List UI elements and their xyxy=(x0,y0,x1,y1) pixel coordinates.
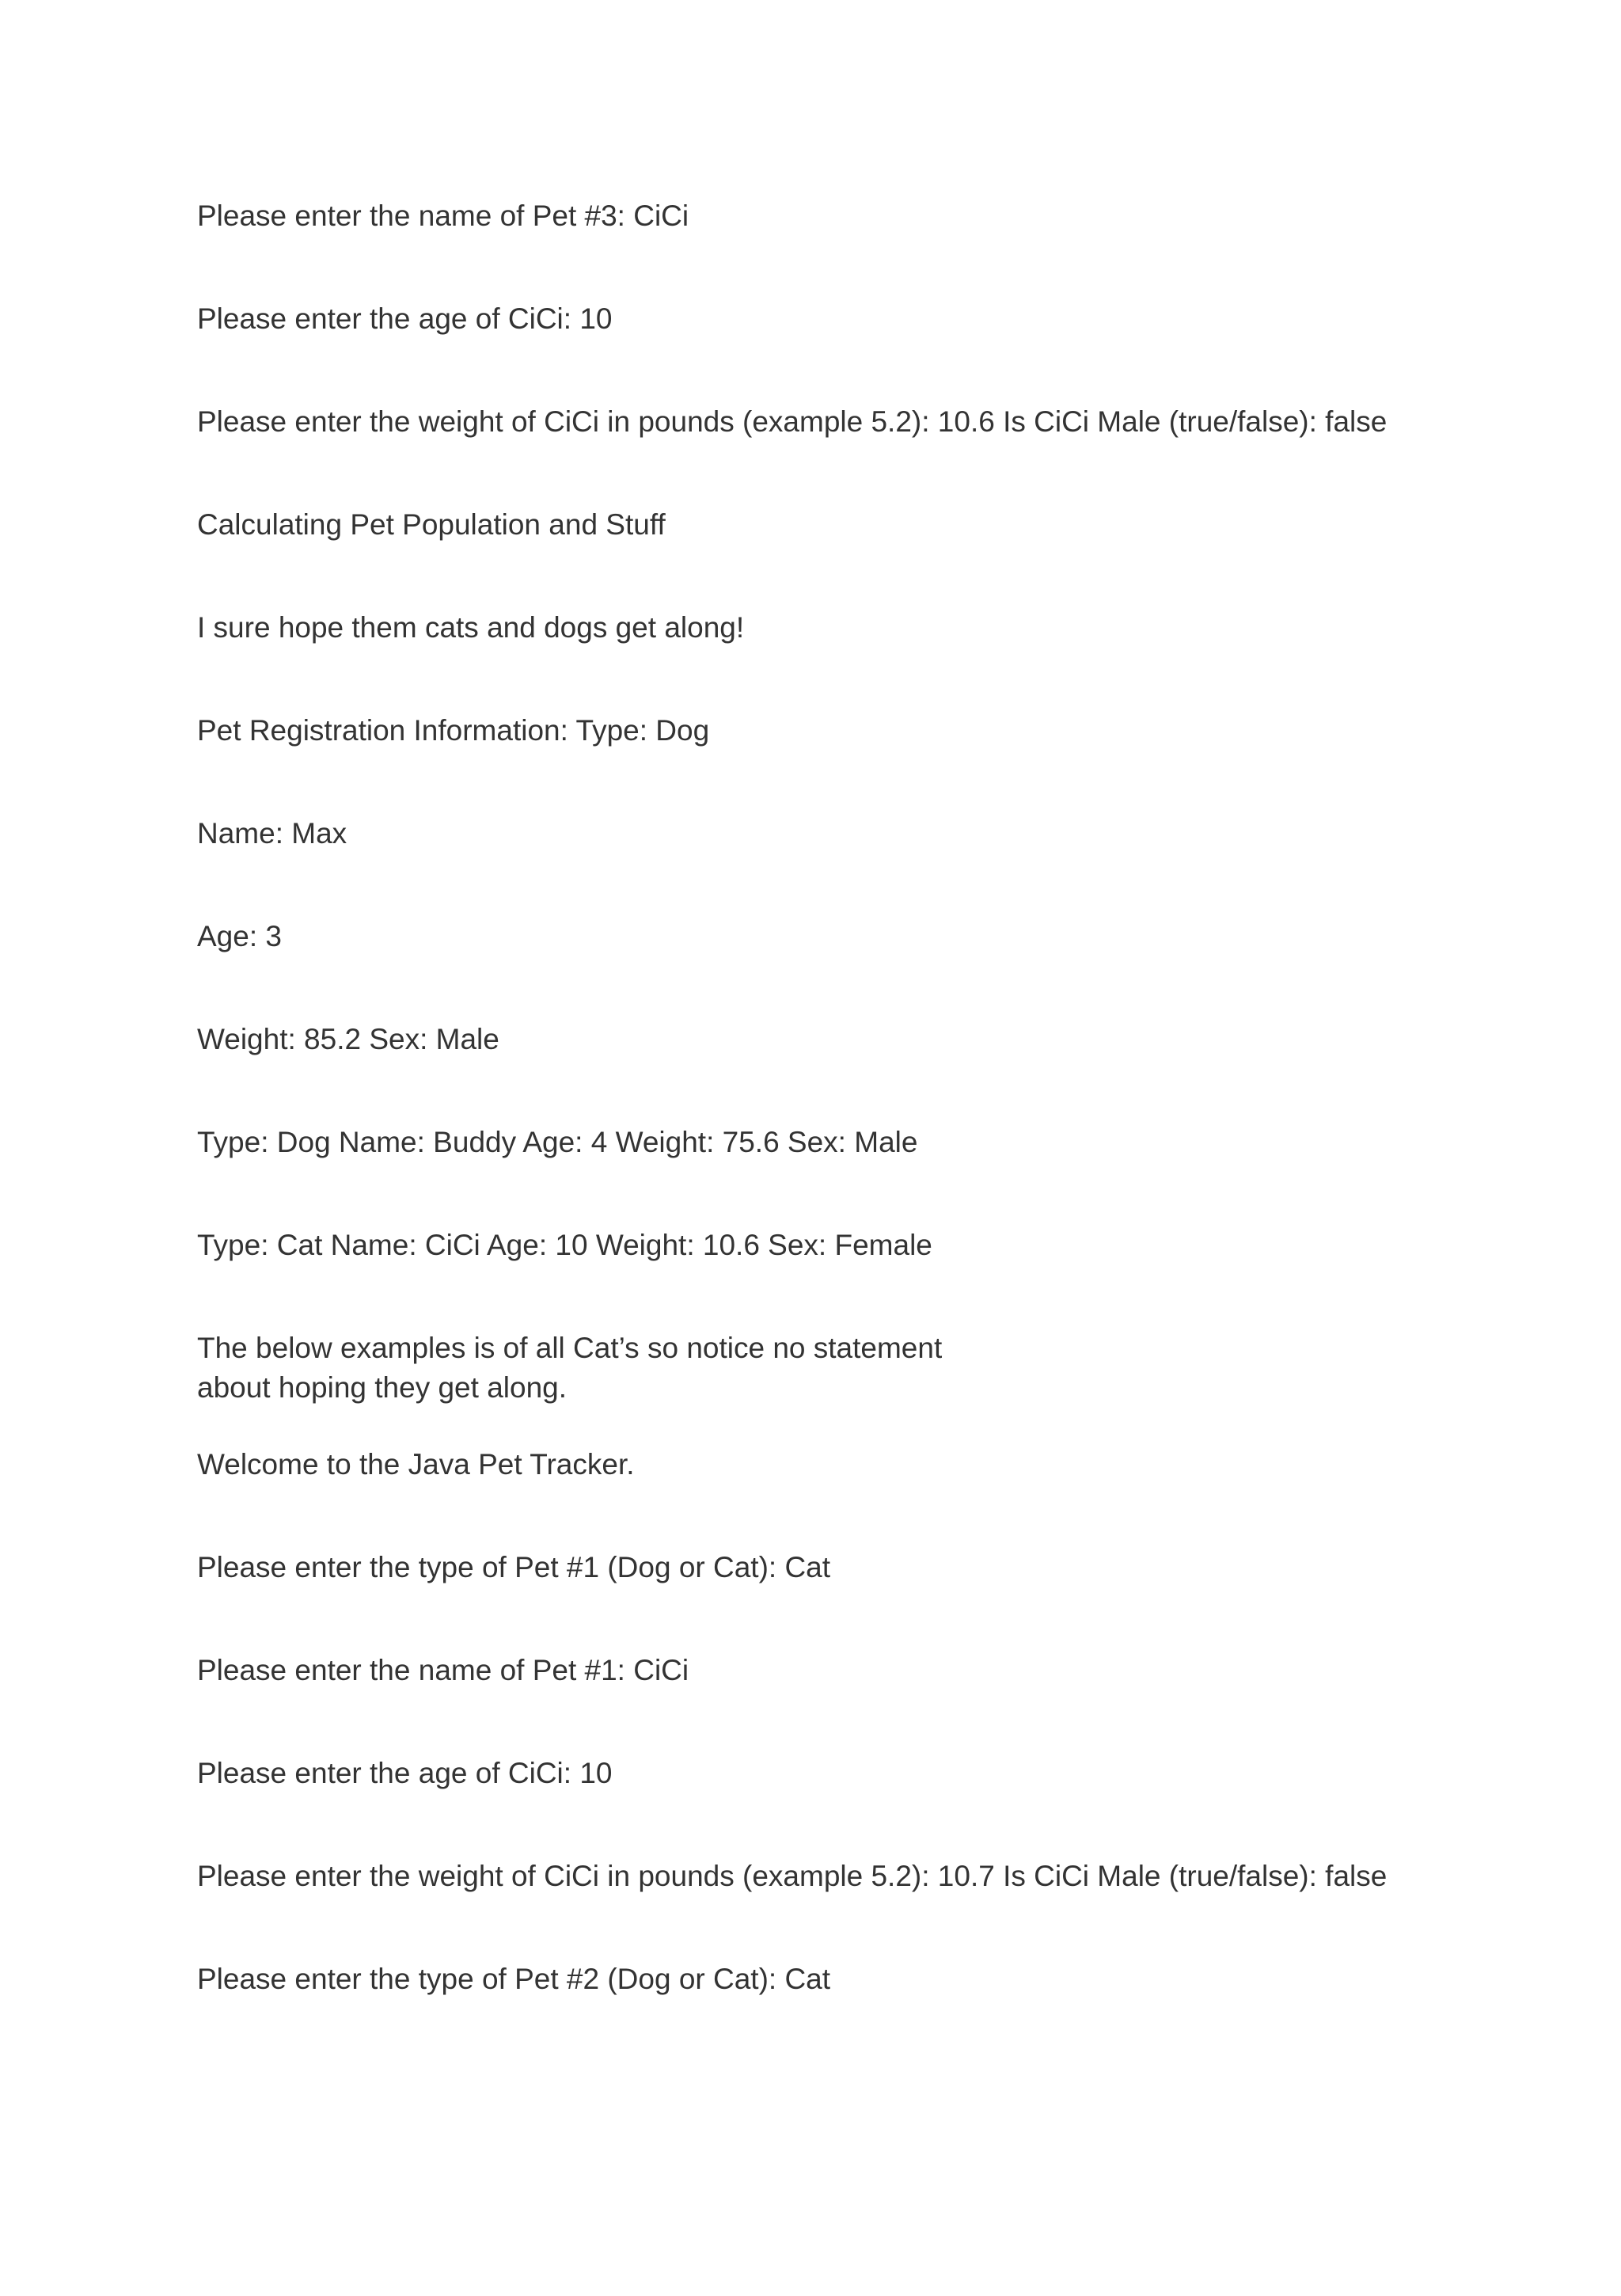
text-line-registration-info: Pet Registration Information: Type: Dog xyxy=(197,714,710,747)
text-line-age-3: Age: 3 xyxy=(197,920,282,952)
text-line-age-cici: Please enter the age of CiCi: 10 xyxy=(197,302,613,335)
text-line-note-2: about hoping they get along. xyxy=(197,1371,567,1404)
text-line-pet1-type: Please enter the type of Pet #1 (Dog or Cat): Cat xyxy=(197,1551,831,1583)
text-line-pet1-age: Please enter the age of CiCi: 10 xyxy=(197,1757,613,1789)
text-line-pet1-weight: Please enter the weight of CiCi in pounds (example 5.2): 10.7 Is CiCi Male (true/false): false xyxy=(197,1860,1388,1892)
text-line-weight-cici: Please enter the weight of CiCi in pounds (example 5.2): 10.6 Is CiCi Male (true/false): false xyxy=(197,405,1388,438)
text-line-pet1-name: Please enter the name of Pet #1: CiCi xyxy=(197,1654,689,1686)
text-line-note-1: The below examples is of all Cat’s so notice no statement xyxy=(197,1332,943,1364)
text-line-buddy: Type: Dog Name: Buddy Age: 4 Weight: 75.6 Sex: Male xyxy=(197,1126,918,1158)
text-line-name-max: Name: Max xyxy=(197,817,347,850)
text-line-cici-record: Type: Cat Name: CiCi Age: 10 Weight: 10.6 Sex: Female xyxy=(197,1229,932,1261)
text-line-pet2-type: Please enter the type of Pet #2 (Dog or Cat): Cat xyxy=(197,1963,831,1995)
text-line-weight-max: Weight: 85.2 Sex: Male xyxy=(197,1023,499,1055)
text-line-calculating: Calculating Pet Population and Stuff xyxy=(197,508,666,541)
text-line-welcome: Welcome to the Java Pet Tracker. xyxy=(197,1448,635,1481)
text-line-pet3-name: Please enter the name of Pet #3: CiCi xyxy=(197,200,689,232)
text-line-hope: I sure hope them cats and dogs get along! xyxy=(197,611,745,644)
